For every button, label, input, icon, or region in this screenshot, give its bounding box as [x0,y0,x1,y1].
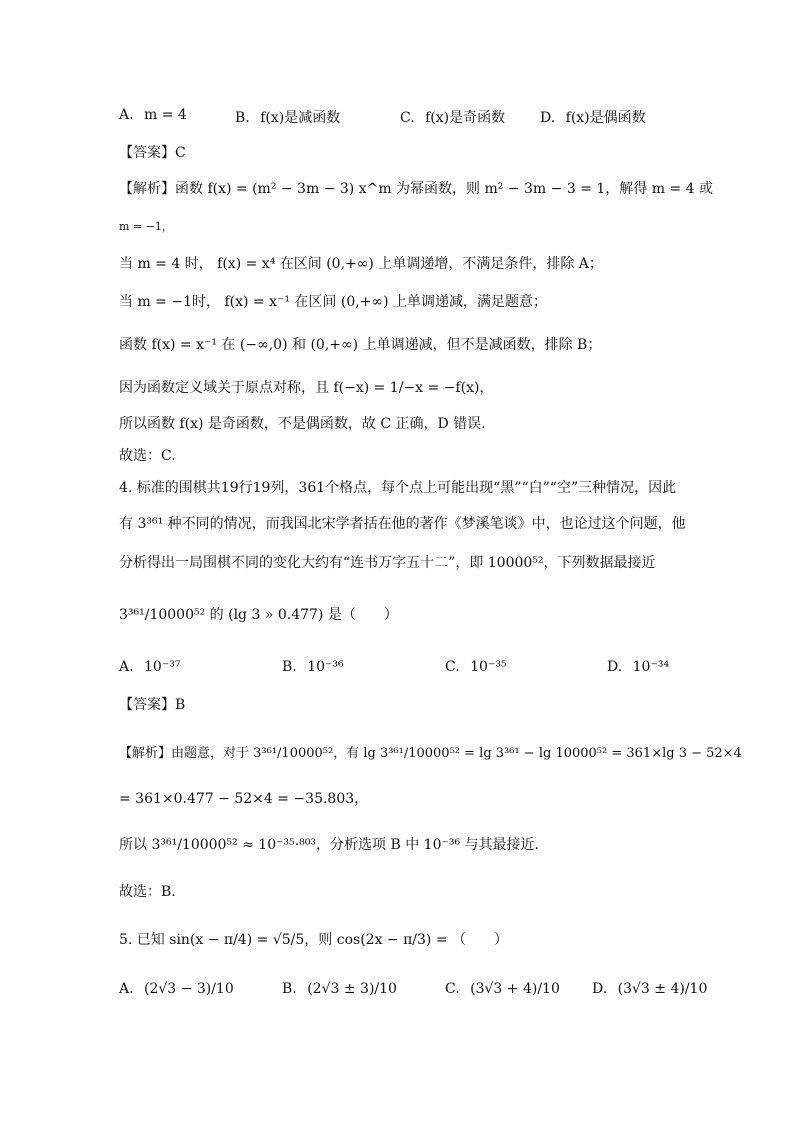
q4-analysis-line-4: 故选：B. [119,884,176,900]
q4-option-b-label: B. [282,659,297,675]
q3-option-b-text: f(x)是减函数 [260,110,341,126]
q4-option-b [282,659,344,675]
q4-option-a [119,659,180,675]
q5-option-a [119,981,234,997]
q4-stem-line-4: 3³⁶¹/10000⁵² 的 (lg 3 » 0.477) 是（ ） [119,607,398,623]
q3-option-d [540,107,646,127]
q4-analysis-line-1: 【解析】由题意，对于 3³⁶¹/10000⁵²，有 lg 3³⁶¹/10000⁵² = lg 3³⁶¹ − lg 10000⁵² = 361×lg 3 − 52×4 [119,746,742,761]
q3-analysis-line-1: 【解析】函数 f(x) = (m² − 3m − 3) x^m 为幂函数，则 m² − 3m − 3 = 1，解得 m = 4 或 [119,181,713,197]
q4-option-a-text: 10⁻³⁷ [144,659,181,675]
q3-analysis-line-4: 当 m = −1时， f(x) = x⁻¹ 在区间 (0,+∞) 上单调递减，满足题意； [119,294,547,310]
q5-option-d-label: D. [592,981,608,997]
q5-option-a-label: A. [119,981,134,997]
q4-option-c [445,659,507,675]
q4-stem-line-3: 分析得出一局围棋不同的变化大约有“连书万字五十二”，即 10000⁵²，下列数据最接近 [119,555,656,571]
q4-option-d-label: D. [607,659,623,675]
q4-analysis-line-2: = 361×0.477 − 52×4 = −35.803， [119,791,369,807]
q3-option-b [235,107,340,127]
q5-option-c [445,981,560,997]
q3-answer: 【答案】C [119,145,186,161]
q4-stem-line-2: 有 3³⁶¹ 种不同的情况，而我国北宋学者括在他的著作《梦溪笔谈》中，也论过这个问题，他 [119,516,686,532]
q4-option-c-text: 10⁻³⁵ [470,659,507,675]
q4-option-d [607,659,669,675]
q3-analysis-line-3: 当 m = 4 时， f(x) = x⁴ 在区间 (0,+∞) 上单调递增，不满足条件，排除 A； [119,256,603,272]
q5-option-c-label: C. [445,981,460,997]
q5-option-b-text: (2√3 ± 3)/10 [307,981,397,997]
q3-option-c-text: f(x)是奇函数 [425,110,506,126]
q3-option-d-text: f(x)是偶函数 [565,110,646,126]
q4-answer: 【答案】B [119,697,186,713]
q4-option-d-text: 10⁻³⁴ [632,659,670,675]
q4-stem-line-1: 4. 标准的围棋共19行19列，361个格点，每个点上可能出现“黑”“白”“空”三种情况，因此 [119,480,677,496]
q4-option-b-text: 10⁻³⁶ [307,659,344,675]
q5-option-c-text: (3√3 + 4)/10 [470,981,560,997]
q3-option-d-label: D. [540,110,556,126]
q5-option-b-label: B. [282,981,297,997]
q5-option-d-text: (3√3 ± 4)/10 [617,981,708,997]
q5-stem: 5. 已知 sin(x − π/4) = √5/5，则 cos(2x − π/3) = （ ） [119,932,509,948]
q4-option-a-label: A. [119,659,134,675]
q4-option-c-label: C. [445,659,460,675]
q3-analysis-line-5: 函数 f(x) = x⁻¹ 在 (−∞,0) 和 (0,+∞) 上单调递减，但不是减函数，排除 B； [119,337,602,353]
q3-analysis-line-7: 所以函数 f(x) 是奇函数，不是偶函数，故 C 正确，D 错误. [119,416,486,432]
q3-option-a-text: m = 4 [144,107,187,123]
q3-option-c [400,107,505,127]
q3-option-a [119,107,187,123]
q3-option-c-label: C. [400,110,415,126]
q5-option-d [592,981,707,997]
q3-analysis-line-8: 故选：C. [119,448,176,464]
q3-option-a-label: A. [119,107,134,123]
q3-analysis-line-6: 因为函数定义域关于原点对称，且 f(−x) = 1/−x = −f(x)， [119,380,494,396]
q5-option-a-text: (2√3 − 3)/10 [144,981,234,997]
q5-option-b [282,981,397,997]
q3-option-b-label: B. [235,110,250,126]
q3-analysis-line-2: m = −1， [119,220,173,233]
q4-analysis-line-3: 所以 3³⁶¹/10000⁵² ≈ 10⁻³⁵·⁸⁰³，分析选项 B 中 10⁻³⁶ 与其最接近. [119,837,539,853]
